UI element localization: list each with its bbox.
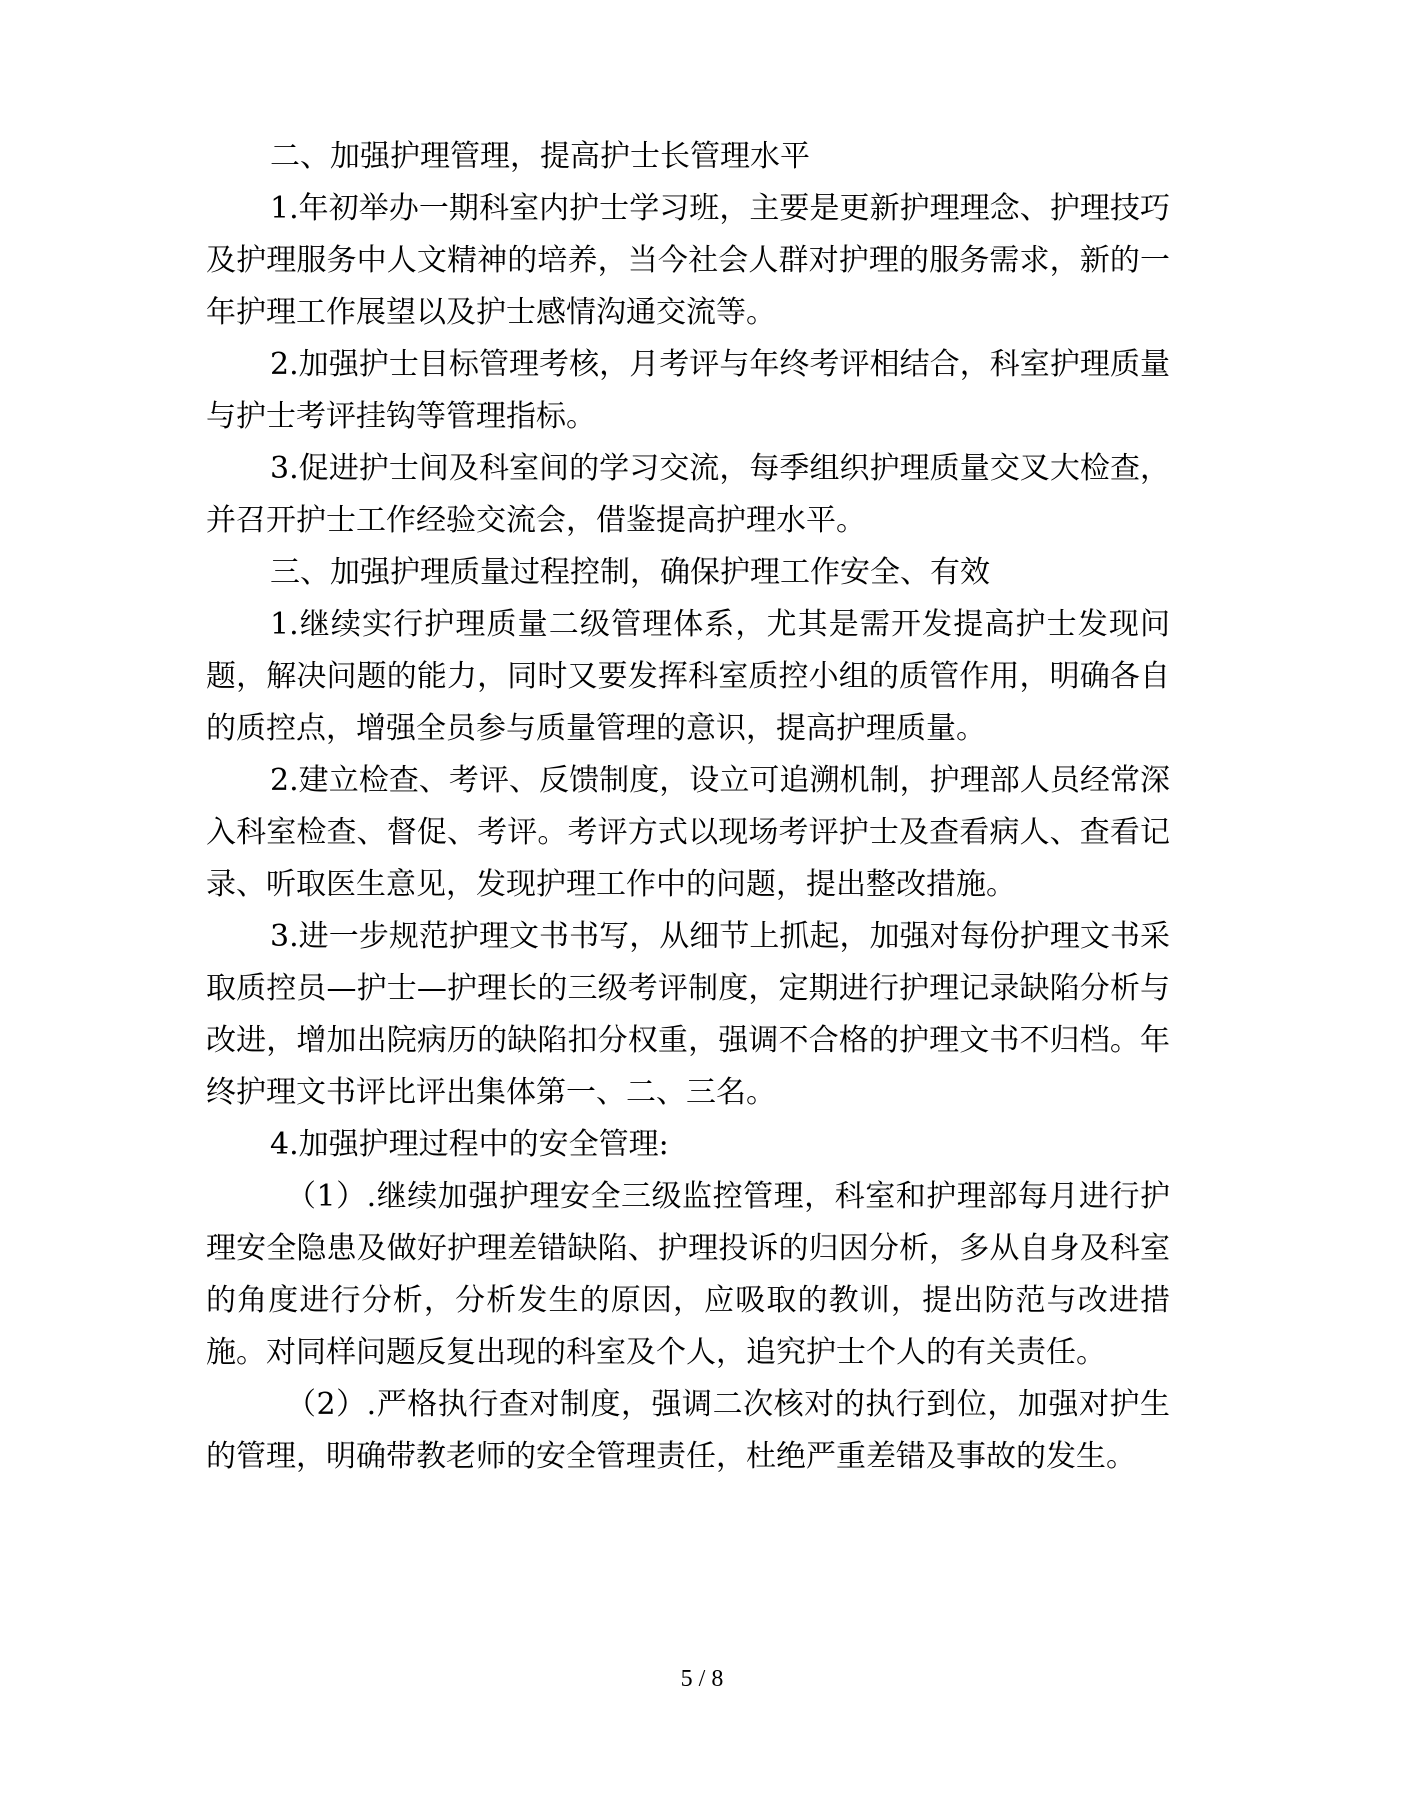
paragraph: 2.建立检查、考评、反馈制度，设立可追溯机制，护理部人员经常深入科室检查、督促、考评。考评方式以现场考评护士及查看病人、查看记录、听取医生意见，发现护理工作中的问题，提出整改措施。 — [206, 763, 1170, 902]
section-heading-2: 二、加强护理管理，提高护士长管理水平 — [270, 139, 810, 174]
paragraph: 4.加强护理过程中的安全管理: — [270, 1127, 669, 1162]
paragraph: 2.加强护士目标管理考核，月考评与年终考评相结合，科室护理质量与护士考评挂钩等管理指标。 — [206, 347, 1170, 434]
sub-paragraph: （1）.继续加强护理安全三级监控管理，科室和护理部每月进行护理安全隐患及做好护理差错缺陷、护理投诉的归因分析，多从自身及科室的角度进行分析，分析发生的原因，应吸取的教训，提出防范与改进措施。对同样问题反复出现的科室及个人，追究护士个人的有关责任。 — [206, 1179, 1170, 1370]
paragraph: 1.年初举办一期科室内护士学习班，主要是更新护理理念、护理技巧及护理服务中人文精神的培养，当今社会人群对护理的服务需求，新的一年护理工作展望以及护士感情沟通交流等。 — [206, 191, 1170, 330]
section-heading-3: 三、加强护理质量过程控制，确保护理工作安全、有效 — [270, 555, 990, 590]
paragraph: 3.进一步规范护理文书书写，从细节上抓起，加强对每份护理文书采取质控员—护士—护理长的三级考评制度，定期进行护理记录缺陷分析与改进，增加出院病历的缺陷扣分权重，强调不合格的护理文书不归档。年终护理文书评比评出集体第一、二、三名。 — [206, 919, 1170, 1110]
document-body — [206, 131, 1170, 1483]
paragraph: 3.促进护士间及科室间的学习交流，每季组织护理质量交叉大检查，并召开护士工作经验交流会，借鉴提高护理水平。 — [206, 451, 1170, 538]
paragraph: 1.继续实行护理质量二级管理体系，尤其是需开发提高护士发现问题，解决问题的能力，同时又要发挥科室质控小组的质管作用，明确各自的质控点，增强全员参与质量管理的意识，提高护理质量。 — [206, 607, 1170, 746]
page-number: 5 / 8 — [680, 1666, 724, 1692]
sub-paragraph: （2）.严格执行查对制度，强调二次核对的执行到位，加强对护生的管理，明确带教老师的安全管理责任，杜绝严重差错及事故的发生。 — [206, 1387, 1170, 1474]
